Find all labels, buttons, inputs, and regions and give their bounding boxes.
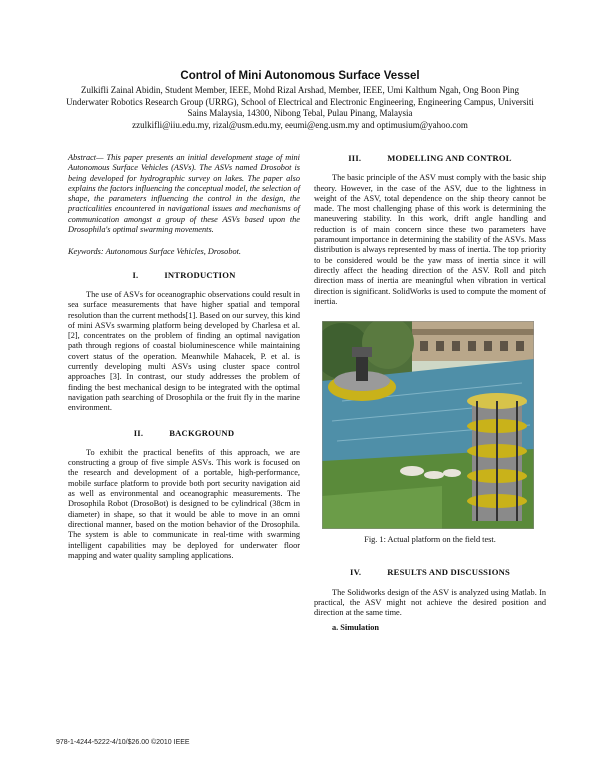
figure-photo	[322, 321, 534, 529]
right-column	[314, 153, 546, 633]
section-heading-modelling	[314, 153, 546, 163]
section-number: II.	[133, 427, 144, 438]
section-number: III.	[348, 153, 362, 163]
author-emails: zzulkifli@iiu.edu.my, rizal@usm.edu.my, eeumi@eng.usm.my and optimusium@yahoo.com	[132, 119, 468, 130]
field-test-photo	[322, 321, 534, 529]
introduction-paragraph: The use of ASVs for oceanographic observations could result in sea surface measurements that have higher spatial and temporal resolution than the current methods[1]. Based on our survey, this kind of mini ASVs swarming platform being developed by Charlesa et al. [2], concentrates on the problem of finding an optimal navigation path through regions of coastal bioluminescence while maintaining covert status of the operation. Meanwhile Mahacek, P. et al. is currently developing multi ASVs using cluster space control approaches [3]. In contrast, our study addresses the problem of finding the best mechanical design to be integrated with the optimal navigation path searching of Drosophila or the fruit fly in the marine environment.	[68, 289, 300, 413]
section-number: I.	[132, 269, 139, 280]
section-title: RESULTS AND DISCUSSIONS	[387, 567, 510, 578]
subsection-heading-simulation: a. Simulation	[332, 622, 380, 632]
background-paragraph: To exhibit the practical benefits of this approach, we are constructing a group of five simple ASVs. This work is focused on the research and development of a portable, high-performance, mobile surface platform to provide both port security navigation aid as well as environmental and oceanographic measurements. The Drosophila Robot (DrosoBot) is designed to be cylindrical (38cm in diameter) in shape, so that it would be able to move in an omni directional manner, based on the motion behavior of the Drosophila. The system is able to communicate in real-time with swarming intelligent capabilities may be deployed for underwater floor mapping and water quality sampling applications.	[68, 447, 300, 560]
abstract-text: This paper presents an initial development stage of mini Autonomous Surface Vehicles (ASVs). The ASVs named Drosobot is being developed for hydrographic survey on lakes. The paper also explains the factors influencing the conceptual model, the selection of shape, the parameters influencing the control in the design, the practicalities encountered in navigational issues and mechanisms of communication amongst a group of these ASVs based upon the Drosophila's optimal swarming movements.	[68, 153, 300, 235]
building-roof-line	[412, 329, 534, 335]
author-list: Zulkifli Zainal Abidin, Student Member, IEEE, Mohd Rizal Arshad, Member, IEEE, Umi Kalthum Ngah, Ong Boon Ping	[81, 85, 519, 95]
section-title: BACKGROUND	[169, 427, 235, 438]
section-title: MODELLING AND CONTROL	[387, 153, 512, 163]
abstract	[68, 153, 300, 235]
section-heading-introduction	[68, 270, 300, 280]
results-paragraph: The Solidworks design of the ASV is analyzed using Matlab. In practical, the ASV might not achieve the desired position and direction at the same time.	[314, 587, 546, 618]
section-heading-background	[68, 428, 300, 438]
paper-title: Control of Mini Autonomous Surface Vessel	[180, 70, 420, 82]
section-title: INTRODUCTION	[164, 269, 236, 280]
left-column	[68, 153, 300, 575]
figure-caption: Fig. 1: Actual platform on the field test.	[364, 535, 496, 545]
section-number: IV.	[350, 567, 362, 578]
asv-mast	[356, 355, 368, 381]
asv-antenna	[352, 347, 372, 357]
asv-stack	[467, 393, 527, 521]
abstract-lead: Abstract—	[68, 153, 104, 162]
affiliation: Underwater Robotics Research Group (URRG), School of Electrical and Electronic Engineering, Engineering Campus, Universiti Sains Malaysia, 14300, Nibong Tebal, Pulau Pinang, Malaysia	[66, 96, 534, 118]
copyright-footer: 978-1-4244-5222-4/10/$26.00 ©2010 IEEE	[56, 739, 190, 746]
modelling-paragraph: The basic principle of the ASV must comply with the basic ship theory. However, in the case of the ASV, due to the lightness in weight of the ASV, total dependence on the ship theory cannot be made. The most challenging phase of this work is determining the maneuvering stability. In this work, drift angle handling and reduction is of main concern since these two parameters have paramount importance in determining the stability of the ASVs. Mass distribution is always represented by mass of inertia. The top priority to be considered would be the yaw mass of inertia since it will directly affect the heading direction of the ASV. Roll and pitch direction mass of inertia are meaningful when vibration in vertical direction is significant. SolidWorks is used to compute the moment of inertia.	[314, 173, 546, 306]
paper-header	[60, 70, 540, 131]
section-heading-results	[314, 567, 546, 577]
keywords: Keywords: Autonomous Surface Vehicles, Drosobot.	[68, 247, 241, 257]
